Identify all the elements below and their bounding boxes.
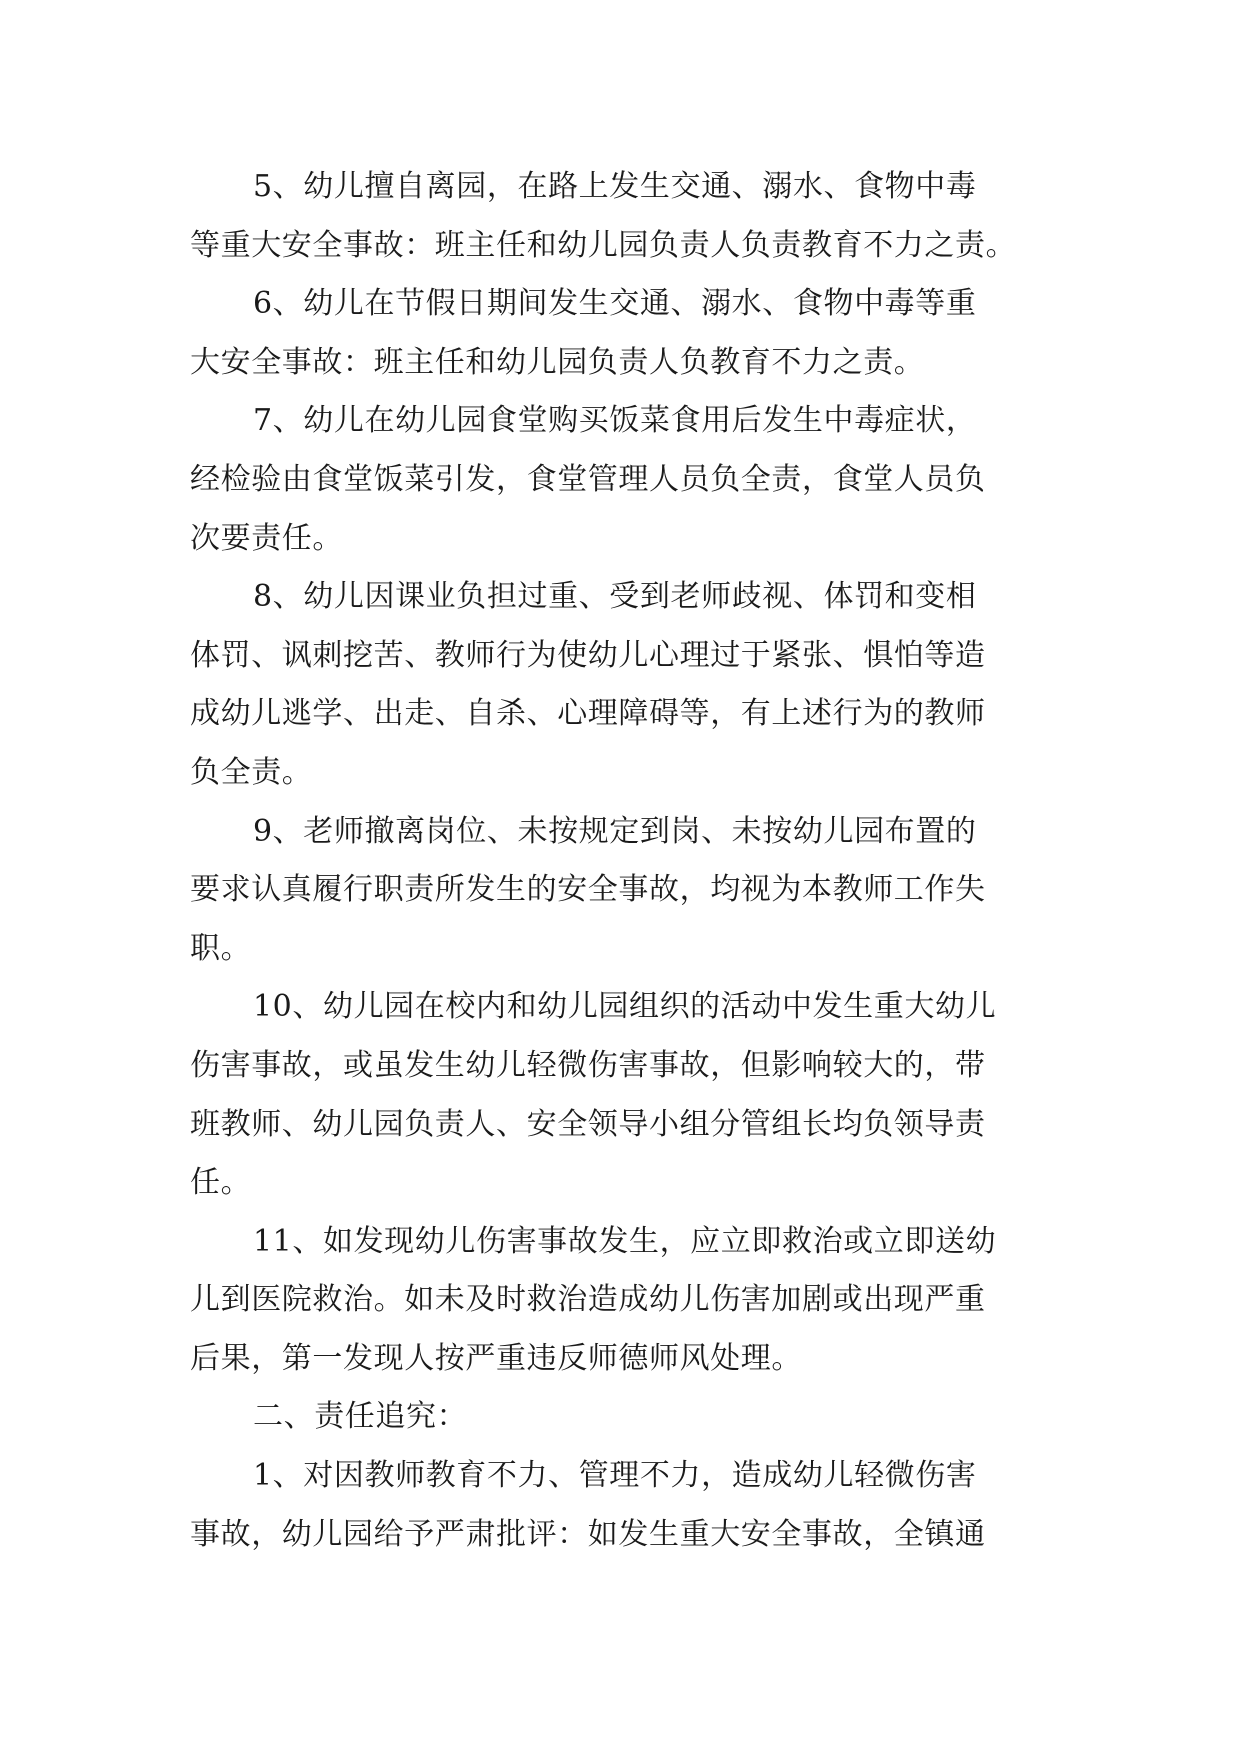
paragraph-item-9 <box>190 803 1090 979</box>
text-line: 二、责任追究： <box>253 1399 468 1435</box>
paragraph-item-8 <box>190 568 1090 802</box>
text-line: 职。 <box>190 930 252 966</box>
paragraph-section-2-item-1 <box>190 1447 1090 1564</box>
text-line: 要求认真履行职责所发生的安全事故，均视为本教师工作失 <box>190 872 986 908</box>
text-line: 等重大安全事故：班主任和幼儿园负责人负责教育不力之责。 <box>190 227 1017 263</box>
paragraph-item-7 <box>190 392 1090 568</box>
text-line: 伤害事故，或虽发生幼儿轻微伤害事故，但影响较大的，带 <box>190 1047 986 1083</box>
text-line: 体罚、讽刺挖苦、教师行为使幼儿心理过于紧张、惧怕等造 <box>190 637 986 673</box>
text-line: 大安全事故：班主任和幼儿园负责人负教育不力之责。 <box>190 344 925 380</box>
text-line: 成幼儿逃学、出走、自杀、心理障碍等，有上述行为的教师 <box>190 696 986 732</box>
text-line: 6、幼儿在节假日期间发生交通、溺水、食物中毒等重 <box>253 286 977 322</box>
paragraph-item-5 <box>190 158 1090 275</box>
text-line: 9、老师撤离岗位、未按规定到岗、未按幼儿园布置的 <box>253 813 977 849</box>
text-line: 1、对因教师教育不力、管理不力，造成幼儿轻微伤害 <box>253 1458 977 1494</box>
section-heading-responsibility <box>190 1388 1090 1447</box>
text-line: 事故，幼儿园给予严肃批评：如发生重大安全事故，全镇通 <box>190 1516 986 1552</box>
text-line: 任。 <box>190 1165 252 1201</box>
document-body <box>190 158 1090 1564</box>
text-line: 11、如发现幼儿伤害事故发生，应立即救治或立即送幼 <box>253 1223 997 1259</box>
text-line: 儿到医院救治。如未及时救治造成幼儿伤害加剧或出现严重 <box>190 1282 986 1318</box>
text-line: 班教师、幼儿园负责人、安全领导小组分管组长均负领导责 <box>190 1106 986 1142</box>
text-line: 负全责。 <box>190 754 313 790</box>
paragraph-item-11 <box>190 1213 1090 1389</box>
paragraph-item-6 <box>190 275 1090 392</box>
text-line: 10、幼儿园在校内和幼儿园组织的活动中发生重大幼儿 <box>253 989 997 1025</box>
paragraph-item-10 <box>190 978 1090 1212</box>
text-line: 5、幼儿擅自离园，在路上发生交通、溺水、食物中毒 <box>253 169 977 204</box>
text-line: 后果，第一发现人按严重违反师德师风处理。 <box>190 1340 802 1376</box>
text-line: 次要责任。 <box>190 520 343 556</box>
text-line: 经检验由食堂饭菜引发，食堂管理人员负全责，食堂人员负 <box>190 461 986 497</box>
text-line: 7、幼儿在幼儿园食堂购买饭菜食用后发生中毒症状， <box>253 403 977 439</box>
text-line: 8、幼儿因课业负担过重、受到老师歧视、体罚和变相 <box>253 579 977 615</box>
